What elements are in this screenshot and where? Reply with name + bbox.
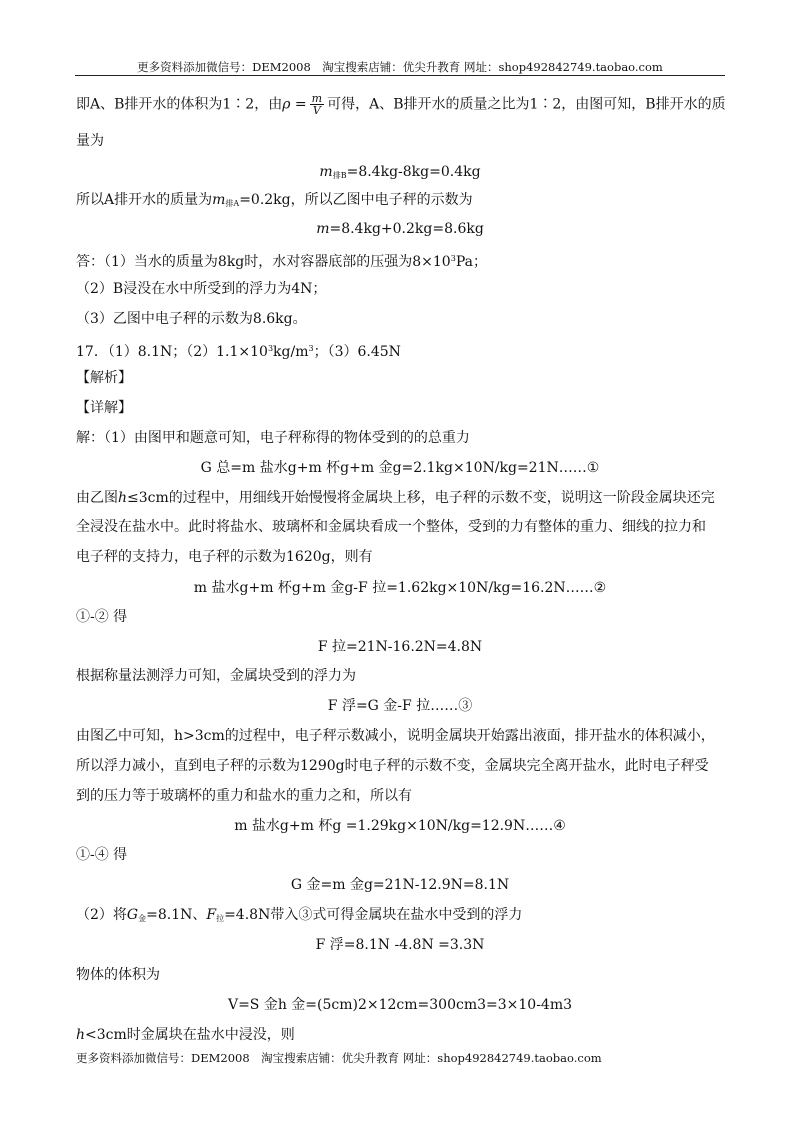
- page-header: 更多资料添加微信号：DEM2008 淘宝搜索店铺：优尖升教育 网址：shop492842749.taobao.com: [137, 60, 663, 74]
- line-reading-1290: 所以浮力减小，直到电子秤的示数为1290g时电子秤的示数不变，金属块完全离开盐水，此时电子秤受: [76, 758, 709, 774]
- formula-eq-3: F 浮=G 金-F 拉……③: [327, 698, 473, 714]
- line-mass-of: 量为: [76, 133, 104, 149]
- line-reading-1620: 电子秤的支持力，电子秤的示数为1620g，则有: [76, 549, 373, 565]
- formula-eq-4: m 盐水g+m 杯g =1.29kg×10N/kg=12.9N……④: [234, 818, 566, 834]
- header-rule: [75, 75, 725, 76]
- section-analysis: 【解析】: [76, 370, 132, 386]
- formula-scale-reading: m=8.4kg+0.2kg=8.6kg: [316, 221, 484, 237]
- line-1-minus-2: ①-② 得: [76, 609, 128, 625]
- answer-2: （2）B浸没在水中所受到的浮力为4N；: [76, 281, 327, 297]
- answer-1: 答：（1）当水的质量为8kg时，水对容器底部的压强为$8\times 10^3Pa$；: [76, 254, 487, 270]
- page-footer: 更多资料添加微信号：DEM2008 淘宝搜索店铺：优尖升教育 网址：shop492842749.taobao.com: [76, 1051, 602, 1065]
- formula-buoyancy: F 浮=8.1N -4.8N =3.3N: [315, 937, 485, 953]
- line-ratio: 即A、B排开水的体积为1∶2，由ρ = $\frac{m}{V}$ 可得，A、B排开水的质量之比为1∶2，由图可知，B排开水的质: [76, 92, 726, 117]
- formula-mass-B: $m_{排B}=8.4kg-8kg=0.4kg$: [319, 164, 481, 180]
- question-17-answers: 17．（1）8.1N；$(2)1.1\times 10^3kg/m^3$；（3）6.45N: [76, 344, 401, 360]
- formula-metal-weight: G 金=m 金g=21N-12.9N=8.1N: [290, 877, 510, 893]
- line-h-lt-3: h<3cm时金属块在盐水中浸没，则: [76, 1027, 295, 1043]
- line-whole-system: 全浸没在盐水中。此时将盐水、玻璃杯和金属块看成一个整体，受到的力有整体的重力、细线的拉力和: [76, 519, 706, 535]
- formula-total-weight: G 总=m 盐水g+m 杯g+m 金g=2.1kg×10N/kg=21N……①: [200, 460, 600, 476]
- formula-eq-2: m 盐水g+m 杯g+m 金g-F 拉=1.62kg×10N/kg=16.2N……②: [193, 580, 607, 596]
- section-detail: 【详解】: [76, 400, 132, 416]
- line-h-le-3: 由乙图h≤3cm的过程中，用细线开始慢慢将金属块上移，电子秤的示数不变，说明这一阶段金属块还完: [76, 490, 715, 506]
- formula-tension: F 拉=21N-16.2N=4.8N: [317, 639, 483, 655]
- answer-3: （3）乙图中电子秤的示数为8.6kg。: [76, 311, 307, 327]
- line-part-2: （2）将$G_金=8.1N$、$F_拉=4.8N$带入③式可得金属块在盐水中受到的浮力: [76, 907, 523, 923]
- line-mass-A: 所以A排开水的质量为$m_{排A}=0.2kg$，所以乙图中电子秤的示数为: [76, 192, 473, 208]
- formula-volume: V=S 金h 金=(5cm)2×12cm=300cm3=3×10-4m3: [227, 997, 573, 1013]
- line-h-gt-3: 由图乙中可知，h>3cm的过程中，电子秤示数减小，说明金属块开始露出液面，排开盐水的体积减小，: [76, 728, 715, 744]
- mass-over-volume-fraction: $\frac{m}{V}$: [311, 92, 323, 117]
- line-pressure-sum: 到的压力等于玻璃杯的重力和盐水的重力之和，所以有: [76, 788, 412, 804]
- line-1-minus-4: ①-④ 得: [76, 847, 128, 863]
- solution-intro: 解：（1）由图甲和题意可知，电子秤称得的物体受到的的总重力: [76, 430, 470, 446]
- line-volume-of: 物体的体积为: [76, 967, 160, 983]
- line-weighing-method: 根据称量法测浮力可知，金属块受到的浮力为: [76, 668, 356, 684]
